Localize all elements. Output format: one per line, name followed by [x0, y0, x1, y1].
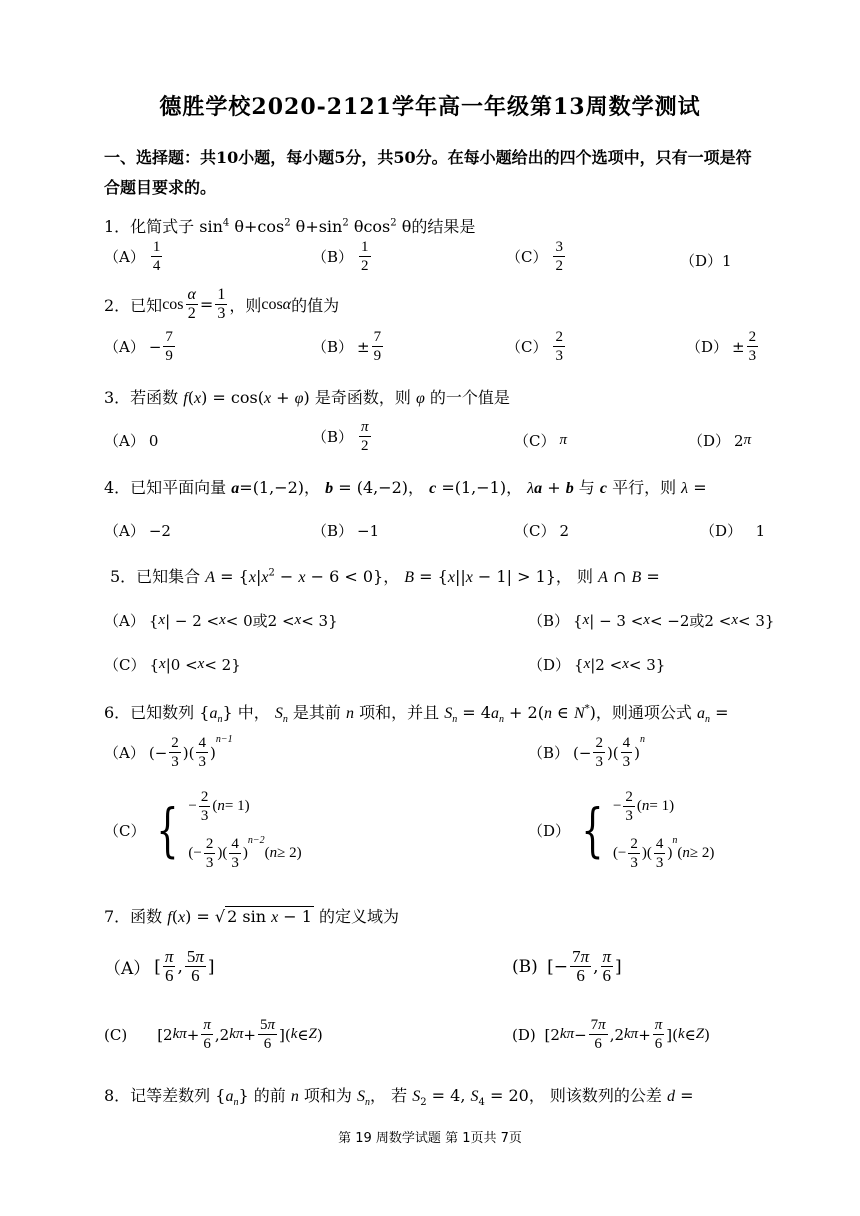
question-7-stem: 7．函数 f(x) = √ 2 sin x − 1 的定义域为 [104, 907, 400, 926]
question-4-stem: 4．已知平面向量 a=(1,−2)， b = (4,−2)， c =(1,−1)， λa + b 与 c 平行，则 λ = [104, 478, 707, 497]
q6-option-b: （B） (− $\frac{2}{3}$ )( $\frac{4}{3}$ ) $^n$ [528, 734, 646, 770]
q5-option-d: （D） { x |2 < x < 3} [528, 655, 666, 674]
q7-option-c: (C) [2 kπ + $\frac{\pi}{6}$ ,2 kπ + $\frac{5\pi}{6}$ ]( k ∈ Z ) [104, 1017, 323, 1052]
q7-option-a: （A） [ $\frac{\pi}{6}$ , $\frac{5\pi}{6}$ ] [104, 947, 215, 985]
q5-option-c: （C） { x |0 < x < 2} [104, 655, 241, 674]
question-1-stem: 1．化简式子 $\sin^4 \theta+\cos^2$ $\theta+\sin^2$ θcos$^2$ θ的结果是 [104, 217, 476, 236]
page-footer: 第 19 周数学试题 第 1页共 7页 [338, 1131, 522, 1146]
q1-option-d: （D）1 [680, 252, 732, 270]
q1-option-c: （C） $\frac{3}{2}$ [506, 239, 563, 274]
question-2-stem: 2．已知 cos $\frac{\alpha}{2}$ = $\frac{1}{3}$ ，则 cos α 的值为 [104, 286, 340, 322]
q1-option-a: （A） $\frac{1}{4}$ [104, 239, 161, 274]
page-title: 德胜学校2020-2121学年高一年级第13周数学测试 [159, 94, 701, 120]
q4-option-d: （D） 1 [700, 521, 766, 540]
q6-option-d: （D） { − $\frac{2}{3}$ ( n = 1) (− $\frac{2}{3}$ )( $\frac{4}{3}$ ) $^n$ ( n ≥ 2) [528, 789, 715, 871]
q5-option-b: （B） { x | − 3 < x < −2或2 < x < 3} [528, 611, 775, 630]
q2-option-c: （C） $\frac{2}{3}$ [506, 329, 563, 364]
question-6-stem: 6．已知数列 $\{a_n\}$ 中， $S_n$ 是其前 n 项和，并且 $S_n = 4a_n + 2(n$ ∈ N*)，则通项公式 $a_n$ = [104, 703, 729, 726]
q7-option-b: (B) [− $\frac{7\pi}{6}$ , $\frac{\pi}{6}$ ] [512, 947, 622, 985]
q3-option-a: （A） 0 [104, 431, 159, 450]
q5-option-a: （A） { x | − 2 < x < 0或2 < x < 3} [104, 611, 338, 630]
section-heading: 一、选择题：共10小题，每小题5分，共50分。在每小题给出的四个选项中，只有一项是符合题目要求的。 [104, 148, 752, 197]
q3-option-d: （D） 2 π [688, 431, 752, 450]
q3-option-b: （B） $\frac{\pi}{2}$ [312, 419, 369, 454]
q2-option-d: （D） ± $\frac{2}{3}$ [686, 329, 757, 364]
q1-option-b: （B） $\frac{1}{2}$ [312, 239, 369, 274]
q4-option-a: （A） −2 [104, 521, 171, 540]
question-8-stem: 8．记等差数列 $\{a_n\}$ 的前 n 项和为 $S_n$， 若 $S_2 = 4$, $S_4 = 20$， 则该数列的公差 d = [104, 1086, 694, 1109]
question-3-stem: 3．若函数 f(x) = cos(x + φ) 是奇函数，则 φ 的一个值是 [104, 388, 510, 407]
q6-option-a: （A） (− $\frac{2}{3}$ )( $\frac{4}{3}$ ) $^{n-1}$ [104, 734, 233, 770]
q4-option-c: （C） 2 [514, 521, 570, 540]
q2-option-b: （B） ± $\frac{7}{9}$ [312, 329, 382, 364]
question-5-stem: 5．已知集合 $A = \{x|x^2 - x - 6 < 0\}$， B = {x||x − 1| > 1}， 则 A ∩ B = [110, 567, 660, 586]
q6-option-c: （C） { − $\frac{2}{3}$ ( n = 1) (− $\frac{2}{3}$ )( $\frac{4}{3}$ ) $^{n-2}$ ( n ≥ 2) [104, 789, 302, 871]
q4-option-b: （B） −1 [312, 521, 380, 540]
q3-option-c: （C） π [514, 432, 567, 450]
q2-option-a: （A） − $\frac{7}{9}$ [104, 329, 173, 364]
q7-option-d: (D) [2 kπ − $\frac{7\pi}{6}$ ,2 kπ + $\frac{\pi}{6}$ ]( k ∈ Z ) [512, 1017, 710, 1052]
